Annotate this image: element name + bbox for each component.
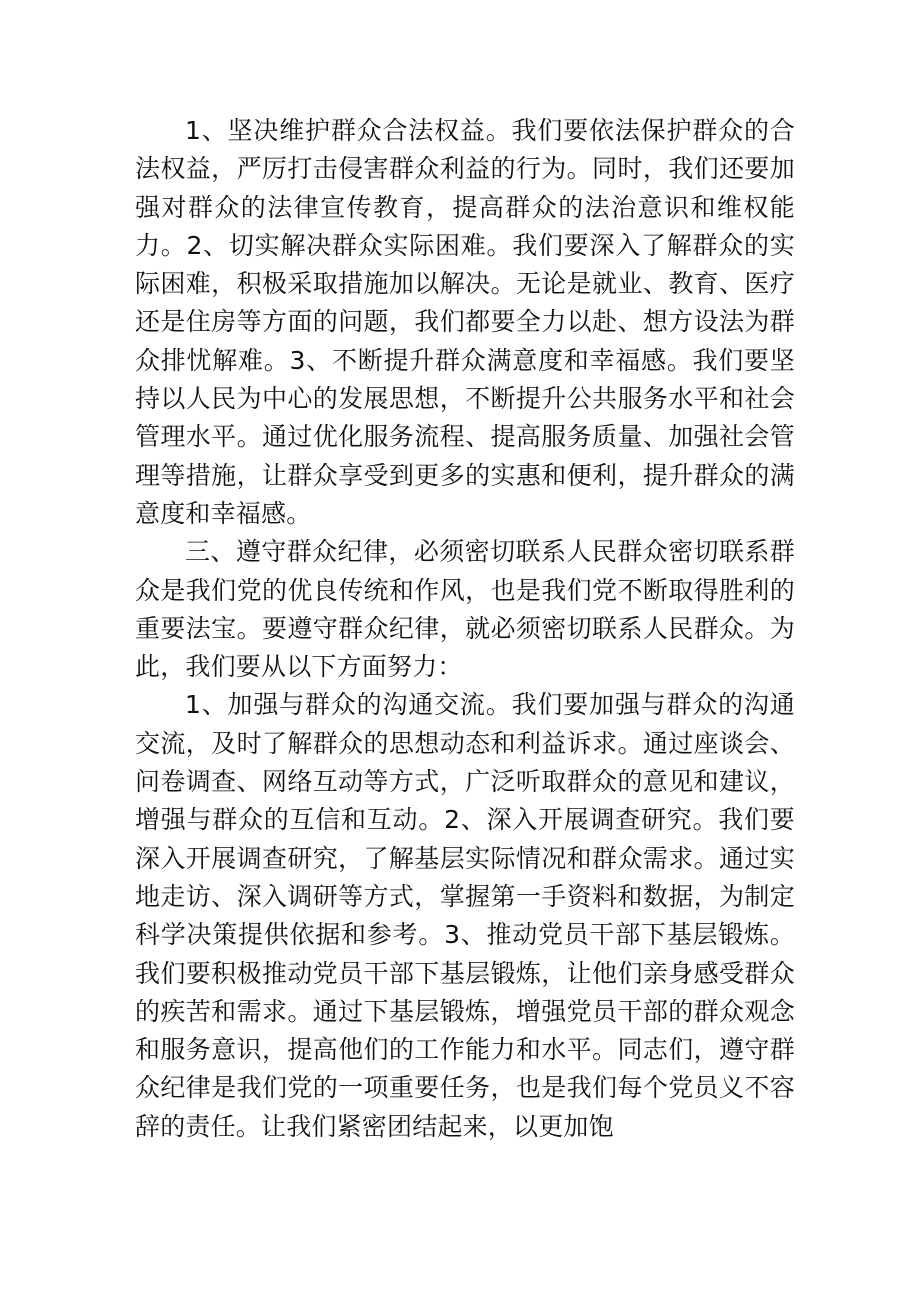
paragraph-communication: 1、加强与群众的沟通交流。我们要加强与群众的沟通交流，及时了解群众的思想动态和利益诉求。通过座谈会、问卷调查、网络互动等方式，广泛听取群众的意见和建议，增强与群众的互信和互动。2、深入开展调查研究。我们要深入开展调查研究，了解基层实际情况和群众需求。通过实地走访、深入调研等方式，掌握第一手资料和数据，为制定科学决策提供依据和参考。3、推动党员干部下基层锻炼。我们要积极推动党员干部下基层锻炼，让他们亲身感受群众的疾苦和需求。通过下基层锻炼，增强党员干部的群众观念和服务意识，提高他们的工作能力和水平。同志们，遵守群众纪律是我们党的一项重要任务，也是我们每个党员义不容辞的责任。让我们紧密团结起来，以更加饱 <box>135 690 795 1141</box>
paragraph-section-three: 三、遵守群众纪律，必须密切联系人民群众密切联系群众是我们党的优良传统和作风，也是我们党不断取得胜利的重要法宝。要遵守群众纪律，就必须密切联系人民群众。为此，我们要从以下方面努力： <box>135 537 795 682</box>
document-body <box>135 112 795 1146</box>
paragraph-rights: 1、坚决维护群众合法权益。我们要依法保护群众的合法权益，严厉打击侵害群众利益的行为。同时，我们还要加强对群众的法律宣传教育，提高群众的法治意识和维权能力。2、切实解决群众实际困难。我们要深入了解群众的实际困难，积极采取措施加以解决。无论是就业、教育、医疗还是住房等方面的问题，我们都要全力以赴、想方设法为群众排忧解难。3、不断提升群众满意度和幸福感。我们要坚持以人民为中心的发展思想，不断提升公共服务水平和社会管理水平。通过优化服务流程、提高服务质量、加强社会管理等措施，让群众享受到更多的实惠和便利，提升群众的满意度和幸福感。 <box>135 116 795 528</box>
